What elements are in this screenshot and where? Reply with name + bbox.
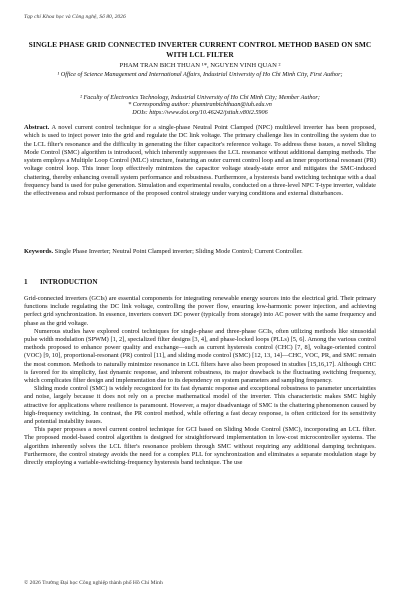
section-number: 1 xyxy=(24,278,28,286)
abstract-label: Abstract. xyxy=(24,124,50,131)
paragraph: This paper proposes a novel current control technique for GCI based on Sliding Mode Control (SMC), incorporating an LCL filter. The proposed model-based control algorithm is designed for straightforward implementation in low-cost microcontroller systems. The algorithm inherently solves the LCL filter's resonance problem through SMC without requiring any additional damping techniques. Furthermore, the control strategy avoids the need for a complex PLL for synchronization and eliminates a separate modulation stage by directly employing a variable-switching-frequency hysteresis band technique. The use xyxy=(24,426,376,467)
author-list: PHAM TRAN BICH THUAN ¹*, NGUYEN VINH QUAN ² xyxy=(119,62,281,69)
keywords-label: Keywords. xyxy=(24,248,54,255)
section-heading xyxy=(24,278,98,286)
page-footer: © 2026 Trường Đại học Công nghiệp thành phố Hồ Chí Minh xyxy=(24,580,163,586)
paper-title: SINGLE PHASE GRID CONNECTED INVERTER CURRENT CONTROL METHOD BASED ON SMC WITH LCL FILTER xyxy=(28,40,372,59)
paragraph: Sliding mode control (SMC) is widely recognized for its fast dynamic response and exceptional robustness to parameter uncertainties and noise, largely because it does not rely on a precise mathematical model of the inverter. This characteristic makes SMC highly attractive for applications where resilience is paramount. However, a major disadvantage of SMC is the chattering phenomenon caused by high-frequency switching. In contrast, the PR control method, while offering a fast decay response, is often criticized for its sensitivity and potential instability issues. xyxy=(24,385,376,426)
affiliation-1: ¹ Office of Science Management and International Affairs, Industrial University of Ho Chi Minh City, First Author; xyxy=(57,71,343,78)
abstract-text: A novel current control technique for a single-phase Neutral Point Clamped (NPC) multilevel inverter has been proposed, which is used to inject power into the grid and regulate the DC link voltage. The primary challenge lies in controlling the system due to the LCL filter's resonance and the difficulty in generating the filter capacitor's reference voltage. To address these issues, a novel Sliding Mode Control (SMC) algorithm is introduced, which inherently suppresses the LCL resonance without additional damping methods. The system employs a Multiple Loop Control (MLC) structure, featuring an outer current control loop and an inner proportional resonant (PR) voltage control loop. This inner loop effectively minimizes the capacitor voltage steady-state error and mitigates the SMC-induced chattering, thereby enhancing overall system performance and robustness. Furthermore, a hysteresis band switching technique with a dual frequency band is used for pulse generation. Simulation and experimental results, conducted on a three-level NPC T-type inverter, validate the effectiveness and robust performance of the proposed control strategy under varying conditions and external disturbances. xyxy=(24,124,376,197)
keywords xyxy=(24,248,376,256)
doi-link[interactable]: DOIs: https://www.doi.org/10.46242/jstiuh.v80i2.5906 xyxy=(132,109,268,116)
paragraph: Numerous studies have explored control techniques for single-phase and three-phase GCIs, often utilizing methods like sinusoidal pulse width modulation (SPWM) [1, 2], specialized filter designs [3, 4], and phase-locked loops (PLLs) [5, 6]. Among the various control methods proposed to enhance power quality and exchange—such as current hysteresis control (CHC) [7, 8], voltage-oriented control (VOC) [9, 10], proportional-resonant (PR) control [11], and sliding mode control (SMC) [12, 13, 14]—CHC, VOC, PR, and SMC remain the most common. Methods to naturally minimize resonance in LCL filters have also been proposed in studies [15,16,17]. Although CHC is favored for its simplicity, fast dynamic response, and inherent robustness, its major drawback is the fluctuating switching frequency, which complicates filter design and implementation due to its dependency on system parameters and sampling frequency. xyxy=(24,327,376,385)
keywords-text: Single Phase Inverter; Neutral Point Clamped inverter; Sliding Mode Control; Current Controller. xyxy=(54,248,303,255)
journal-header: Tạp chí Khoa học và Công nghệ, Số 80, 2026 xyxy=(24,14,126,20)
affiliation-2: ² Faculty of Electronics Technology, Industrial University of Ho Chi Minh City; Member Author; xyxy=(80,94,320,101)
abstract xyxy=(24,124,376,198)
section-body xyxy=(24,295,376,467)
section-title: INTRODUCTION xyxy=(40,278,98,286)
paragraph: Grid-connected inverters (GCIs) are essential components for integrating renewable energy sources into the electrical grid. Their primary functions include regulating the DC link voltage, controlling the power flow, ensuring low-harmonic power injection, and achieving perfect grid synchronization. In essence, inverters convert DC power (typically from storage) into AC power with the same frequency and phase as the grid voltage. xyxy=(24,295,376,327)
corresponding-author: * Corresponding author: phamtranbichthuan@iuh.edu.vn xyxy=(128,101,272,108)
